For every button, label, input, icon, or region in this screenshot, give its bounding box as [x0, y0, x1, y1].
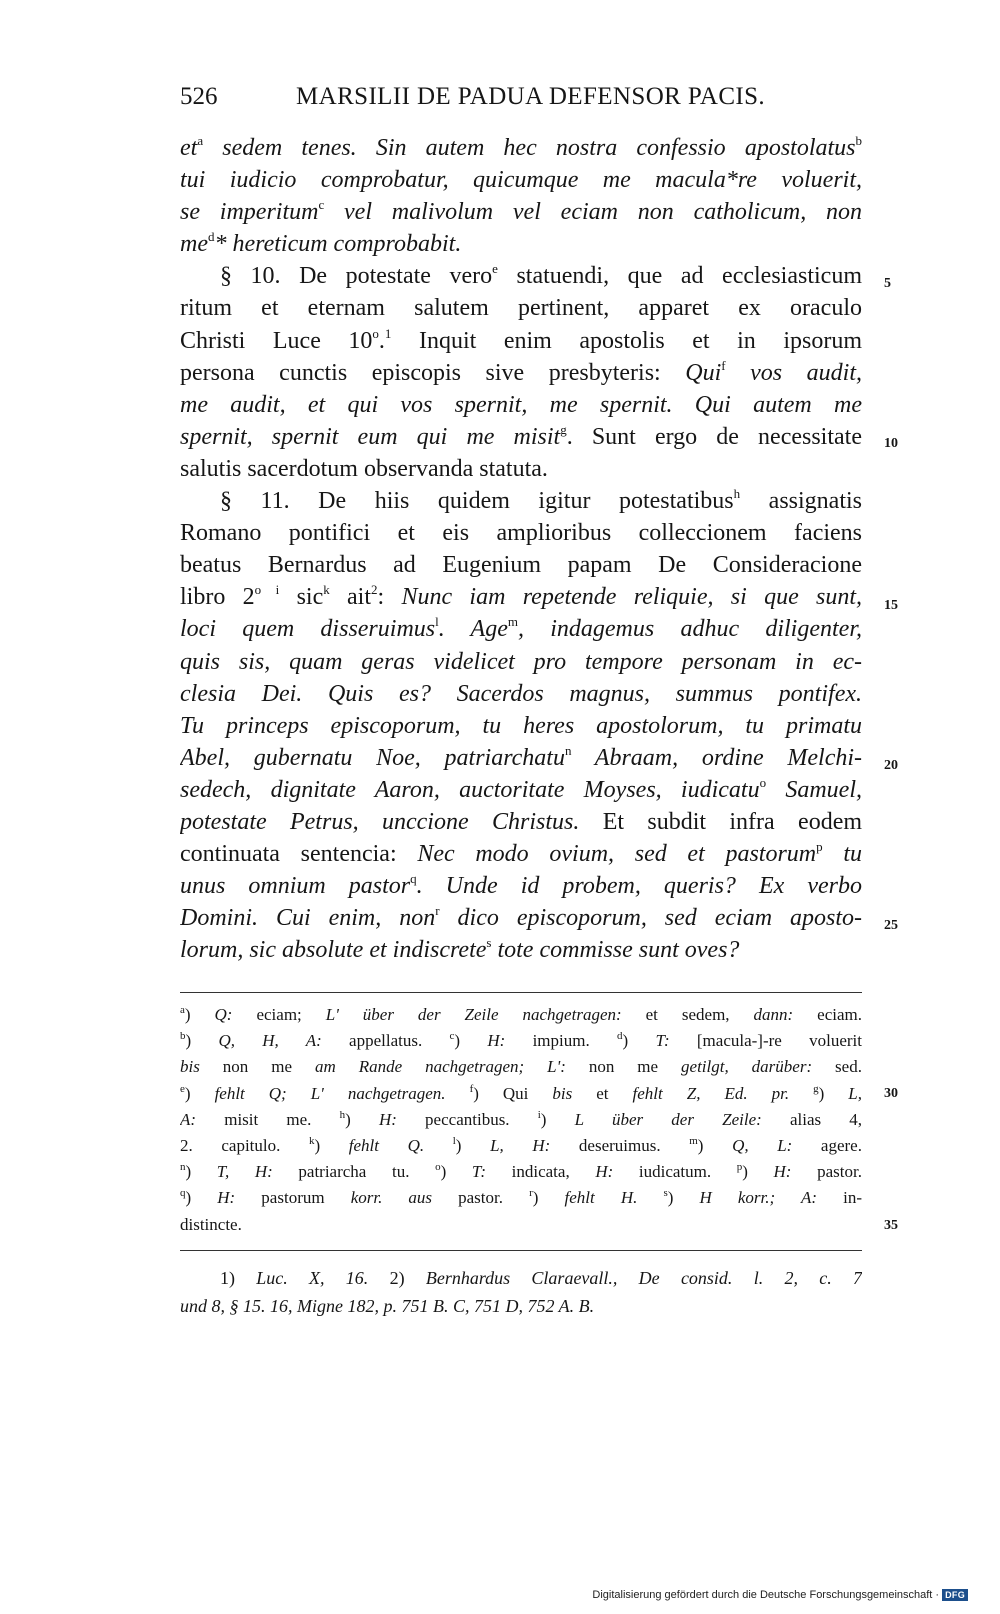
digitization-credit [592, 1589, 968, 1601]
text-run: bis [180, 1057, 200, 1077]
text-line [180, 549, 862, 581]
note-marker: o i [254, 582, 280, 598]
footnote-line [180, 1159, 862, 1185]
text-run: Q, H, A: [218, 1031, 322, 1051]
text-run: Inquit enim apostolis et in ipsorum [391, 327, 862, 354]
text-run: salutis sacerdotum observanda statuta. [180, 455, 548, 482]
critical-apparatus [180, 1002, 862, 1238]
text-run: H: [595, 1162, 614, 1182]
note-marker: b [855, 133, 862, 148]
text-run: * hereticum comprobabit. [214, 231, 462, 258]
reference-divider [180, 1250, 862, 1251]
text-run: Abel, gubernatu Noe, patriarchatu [180, 744, 565, 771]
text-run: Nec modo ovium, sed et pastorum [417, 841, 817, 868]
text-run: H korr.; A: [699, 1188, 818, 1208]
text-run: lorum, sic absolute et indiscrete [180, 937, 487, 964]
text-run: ) [454, 1031, 488, 1051]
text-run: ritum et eternam salutem pertinent, apparet ex oraculo [180, 295, 862, 322]
text-run: persona cunctis episcopis sive presbyteris: [180, 359, 686, 386]
line-number: 20 [884, 758, 898, 773]
line-number: 5 [884, 276, 891, 291]
text-run: ) [440, 1162, 472, 1182]
text-run: ) [697, 1135, 733, 1155]
text-line [180, 678, 862, 710]
text-run: Domini. Cui enim, non [180, 905, 436, 932]
note-marker: g [813, 1082, 819, 1095]
note-marker: k [308, 1134, 315, 1147]
text-run: 2) [368, 1268, 426, 1288]
text-run: Nunc iam repetende reliquie, si que sunt, [401, 584, 862, 611]
note-marker: l [452, 1134, 456, 1147]
text-run: fehlt H. [564, 1188, 638, 1208]
text-run: alias 4, [761, 1109, 862, 1129]
note-marker: m [507, 614, 518, 630]
text-run: et [180, 135, 198, 161]
footnote-line [180, 1133, 862, 1159]
text-run: H: [378, 1109, 397, 1129]
text-run: H: [217, 1188, 236, 1208]
note-marker: p [736, 1161, 743, 1174]
reference-line [180, 1292, 862, 1320]
footnote-line [180, 1054, 862, 1080]
text-line [180, 132, 862, 164]
footnote-line [180, 1028, 862, 1054]
text-run: dico episcoporum, sed eciam aposto- [439, 905, 862, 932]
text-run: Q: [214, 1005, 233, 1024]
text-line [180, 357, 862, 389]
text-run: . Sunt ergo de necessitate [566, 423, 862, 450]
text-run: in- [817, 1188, 862, 1208]
text-run: pastor. [432, 1188, 530, 1208]
text-line [180, 196, 862, 228]
text-run: Qui [685, 359, 722, 386]
line-number: 10 [884, 436, 898, 451]
note-marker: c [318, 197, 325, 213]
text-run: . Age [438, 616, 508, 643]
text-run: assignatis [740, 488, 862, 515]
text-run [637, 1188, 663, 1207]
text-run: tu [822, 841, 862, 868]
text-run: pastorum [235, 1188, 351, 1208]
text-line [180, 870, 862, 902]
text-run: ) [345, 1109, 379, 1129]
text-line [180, 646, 862, 678]
line-number: 35 [884, 1218, 898, 1233]
dfg-logo: DFG [942, 1589, 968, 1601]
text-run: L über der Zeile: [574, 1109, 762, 1129]
text-run: § 10. De potestate vero [220, 263, 493, 290]
page-header [180, 83, 862, 123]
text-run: deseruimus. [550, 1135, 690, 1155]
text-run: L, H: [490, 1135, 551, 1155]
footnote-line [180, 1081, 862, 1107]
text-line [180, 517, 862, 549]
text-line [180, 742, 862, 774]
text-run: ) [455, 1135, 491, 1155]
text-run [446, 1084, 470, 1103]
note-marker: n [180, 1161, 186, 1174]
note-marker: s [663, 1187, 668, 1200]
text-run: T, H: [216, 1162, 273, 1182]
text-run: ) [622, 1031, 656, 1051]
text-run: Samuel, [766, 776, 862, 803]
main-text [180, 132, 862, 966]
note-marker: k [323, 582, 330, 598]
text-run: et [572, 1083, 633, 1103]
text-run: ) [818, 1083, 849, 1103]
text-run: Romano pontifici et eis amplioribus colleccionem faciens [180, 520, 862, 547]
text-run: vel malivolum vel eciam non catholicum, non [324, 199, 862, 226]
text-run [789, 1084, 813, 1103]
note-marker: q [410, 871, 417, 887]
text-run: et sedem, [621, 1005, 754, 1024]
text-run: unus omnium pastor [180, 873, 411, 900]
text-run: vos audit, [725, 359, 862, 386]
text-line [180, 421, 862, 453]
text-line [180, 613, 862, 645]
text-run: eciam; [232, 1005, 326, 1024]
text-line [180, 260, 862, 292]
text-run: Abraam, ordine Melchi- [571, 744, 862, 771]
text-run: quis sis, quam geras videlicet pro tempore personam in ec- [180, 648, 862, 675]
note-marker: h [339, 1108, 346, 1121]
text-run: L, [848, 1083, 862, 1103]
text-line [180, 774, 862, 806]
text-run: sic [279, 584, 324, 611]
text-run: ) [742, 1162, 774, 1182]
text-run: Luc. X, 16. [256, 1268, 369, 1288]
note-marker: e [180, 1082, 185, 1095]
note-marker: l [435, 614, 439, 630]
footnote-line [180, 1107, 862, 1133]
text-run: loci quem disseruimus [180, 616, 436, 643]
text-run: korr. aus [350, 1188, 433, 1208]
text-run: non me [565, 1057, 682, 1077]
text-line [180, 710, 862, 742]
note-marker: r [435, 903, 440, 919]
text-run: ) Qui [473, 1083, 553, 1103]
note-marker: f [721, 357, 726, 373]
text-run: iudicatum. [613, 1162, 737, 1182]
footnote-line [180, 1185, 862, 1211]
text-line [180, 838, 862, 870]
note-marker: a [180, 1004, 185, 1016]
text-run: , indagemus adhuc diligenter, [518, 616, 862, 643]
note-marker: 2 [371, 582, 378, 598]
text-run: potestate Petrus, unccione Christus. [180, 808, 580, 835]
text-run: statuendi, que ad ecclesiasticum [497, 263, 862, 290]
credit-text: Digitalisierung gefördert durch die Deutsche Forschungsgemeinschaft · [592, 1589, 940, 1601]
text-run: spernit, spernit eum qui me misit [180, 423, 561, 450]
note-marker: d [617, 1030, 623, 1043]
footnote-line [180, 1002, 862, 1028]
footnote-line [180, 1212, 862, 1238]
note-marker: a [197, 133, 204, 148]
text-run [424, 1136, 453, 1155]
note-marker: o [372, 325, 379, 341]
text-run: Bernhardus Claraevall., De consid. l. 2, c. 7 [425, 1268, 862, 1288]
text-run: indicata, [486, 1162, 596, 1182]
text-run: bis [552, 1083, 573, 1103]
note-marker: g [560, 421, 567, 437]
text-run: ait [329, 584, 372, 611]
note-marker: c [449, 1030, 455, 1043]
note-marker: r [529, 1187, 533, 1200]
note-marker: i [537, 1108, 541, 1121]
text-run: tui iudicio comprobatur, quicumque me macula*re voluerit, [180, 167, 862, 194]
text-run: Tu princeps episcoporum, tu heres apostolorum, tu primatu [180, 712, 862, 739]
note-marker: 1 [384, 325, 392, 341]
text-line [180, 164, 862, 196]
text-run: ) [314, 1135, 349, 1155]
text-line [180, 485, 862, 517]
text-run: eciam. [793, 1005, 862, 1024]
text-line [180, 292, 862, 324]
note-marker: b [180, 1030, 186, 1043]
text-run: Christi Luce 10 [180, 327, 373, 354]
line-number: 30 [884, 1086, 898, 1101]
text-run: misit me. [196, 1109, 340, 1129]
text-run: ) [185, 1162, 217, 1182]
source-references [180, 1264, 862, 1320]
text-run: 1) [220, 1268, 257, 1288]
text-run: am Rande nachgetragen; L': [314, 1057, 566, 1077]
text-run: libro 2 [180, 584, 255, 611]
text-line [180, 453, 862, 485]
text-run: clesia Dei. Quis es? Sacerdos magnus, summus pontifex. [180, 680, 862, 707]
text-line [180, 934, 862, 966]
text-run: ) [540, 1109, 575, 1129]
note-marker: o [759, 774, 767, 790]
text-run: patriarcha tu. [272, 1162, 436, 1182]
text-run: [macula-]-re voluerit [669, 1031, 862, 1051]
text-run: pastor. [791, 1162, 862, 1182]
text-run: tote commisse sunt oves? [491, 937, 740, 964]
text-line [180, 806, 862, 838]
note-marker: m [689, 1134, 698, 1147]
text-run: A: [180, 1109, 197, 1129]
text-run: 2. capitulo. [180, 1135, 309, 1155]
text-run: § 11. De hiis quidem igitur potestatibus [220, 488, 734, 515]
text-run: sedech, dignitate Aaron, auctoritate Moyses, iudicatu [180, 776, 760, 803]
text-run: appellatus. [321, 1031, 450, 1051]
line-number: 25 [884, 918, 898, 933]
text-run: und 8, § 15. 16, Migne 182, p. 751 B. C, 751 D, 752 A. B. [180, 1296, 595, 1316]
note-marker: q [180, 1187, 186, 1200]
text-run: me audit, et qui vos spernit, me spernit. Qui autem me [180, 391, 862, 418]
text-run: L' über der Zeile nachgetragen: [325, 1005, 622, 1024]
text-run: H: [487, 1031, 506, 1051]
text-run: ) [185, 1188, 218, 1208]
text-run: sedem tenes. Sin autem hec nostra confessio apostolatus [203, 135, 856, 161]
footnote-divider [180, 992, 862, 993]
text-run: getilgt, darüber: [681, 1057, 813, 1077]
text-line [180, 228, 862, 260]
text-run: . Unde id probem, queris? Ex verbo [416, 873, 862, 900]
line-number: 15 [884, 598, 898, 613]
text-run: dann: [753, 1005, 794, 1024]
text-run: T: [655, 1031, 670, 1051]
note-marker: p [816, 839, 823, 855]
text-line [180, 389, 862, 421]
text-run: fehlt Q. [348, 1135, 425, 1155]
text-run: sed. [812, 1057, 862, 1077]
text-run: impium. [505, 1031, 617, 1051]
note-marker: f [469, 1082, 474, 1095]
note-marker: e [492, 261, 498, 277]
text-line [180, 581, 862, 613]
text-run: peccantibus. [396, 1109, 538, 1129]
note-marker: h [733, 486, 741, 502]
page-number: 526 [180, 83, 218, 110]
text-run: ) [184, 1005, 215, 1024]
text-run: T: [471, 1162, 487, 1182]
text-run: fehlt Z, Ed. pr. [632, 1083, 790, 1103]
note-marker: s [486, 935, 492, 951]
text-run: distincte. [180, 1214, 242, 1234]
note-marker: o [435, 1161, 441, 1174]
text-run: : [377, 584, 402, 611]
text-run: me [180, 231, 208, 258]
text-run: non me [199, 1057, 315, 1077]
text-run: fehlt Q; L' nachgetragen. [214, 1083, 446, 1103]
text-run: ) [532, 1188, 565, 1208]
text-run: ) [184, 1083, 215, 1103]
text-run: H: [773, 1162, 792, 1182]
text-run: continuata sentencia: [180, 841, 418, 868]
text-run: Q, L: [732, 1135, 793, 1155]
running-title: MARSILII DE PADUA DEFENSOR PACIS. [296, 83, 766, 110]
note-marker: d [207, 229, 215, 245]
reference-line [180, 1264, 862, 1292]
text-run: Et subdit infra eodem [579, 808, 862, 835]
text-line [180, 325, 862, 357]
text-run: agere. [792, 1135, 862, 1155]
text-run: . [378, 327, 385, 354]
text-run: ) [185, 1031, 219, 1051]
text-line [180, 902, 862, 934]
text-run: ) [667, 1188, 700, 1208]
note-marker: n [564, 742, 572, 758]
text-run: se imperitum [180, 199, 319, 226]
text-run: beatus Bernardus ad Eugenium papam De Consideracione [180, 552, 862, 579]
